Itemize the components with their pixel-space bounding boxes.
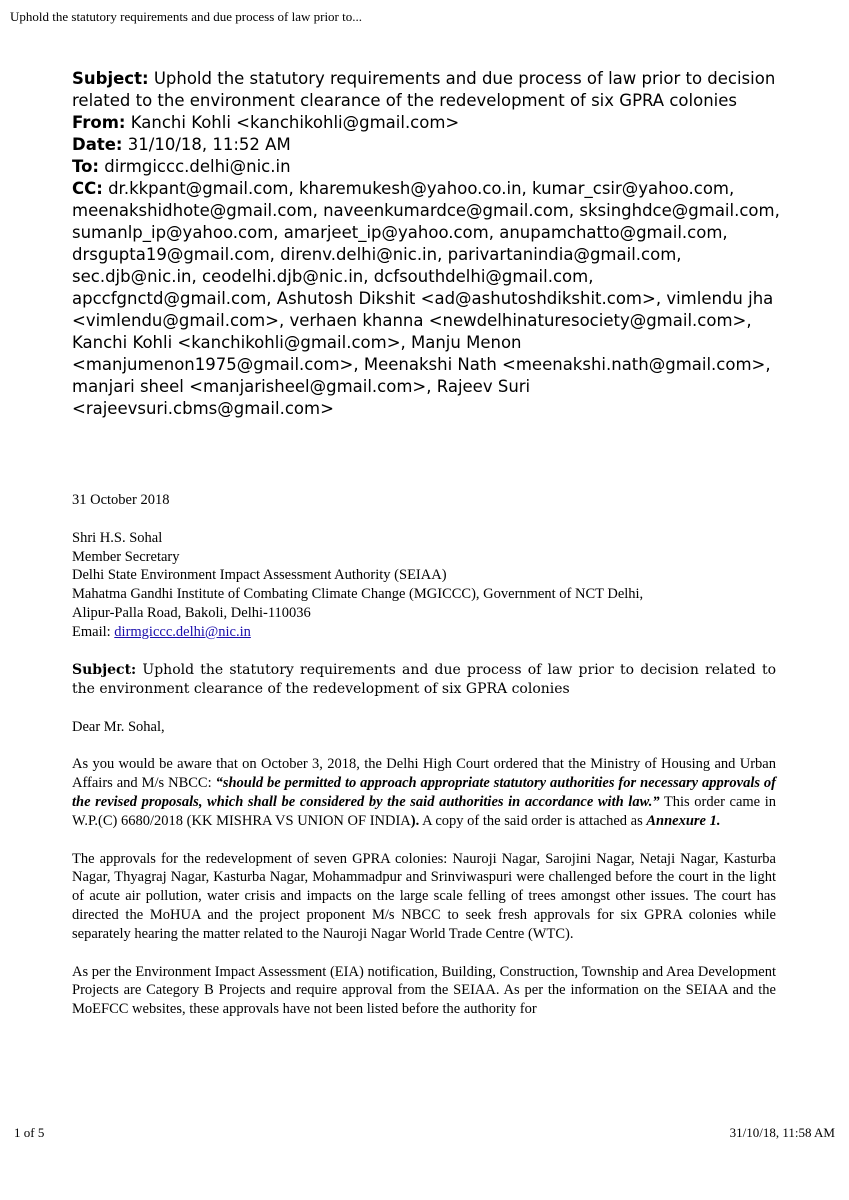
email-header: [72, 68, 787, 420]
email-subject-line: [72, 68, 787, 112]
court-order-quote: “should be permitted to approach appropriate statutory authorities for necessary approvals of the revised proposals, which shall be considered by the said authorities in accordance with law.”: [72, 775, 777, 810]
paragraph-1: [72, 755, 776, 830]
recipient-block: [72, 529, 776, 642]
letter-subject: [72, 661, 776, 699]
email-subject-label: Subject:: [72, 69, 149, 88]
email-from: Kanchi Kohli <kanchikohli@gmail.com>: [130, 113, 460, 132]
letter-subject-text: Uphold the statutory requirements and due process of law prior to decision related to the environment clearance of the redevelopment of six GPRA colonies: [72, 661, 777, 697]
email-to-label: To:: [72, 157, 99, 176]
letter-body: [72, 491, 776, 1019]
salutation: Dear Mr. Sohal,: [72, 718, 165, 735]
email-from-line: [72, 112, 787, 134]
page-number: 1 of 5: [14, 1125, 45, 1140]
paragraph-2: The approvals for the redevelopment of seven GPRA colonies: Nauroji Nagar, Sarojini Nagar, Netaji Nagar, Kasturba Nagar, Thyagraj Nagar, Kasturba Nagar, Mohammadpur and Srinviwaspuri were challenged before the court in the light of acute air pollution, water crisis and impacts on the large scale felling of trees amongst other issues. The court has directed the MoHUA and the project proponent M/s NBCC to seek fresh approvals for six GPRA colonies while separately hearing the matter related to the Nauroji Nagar World Trade Centre (WTC).: [72, 850, 776, 942]
recipient-org: Delhi State Environment Impact Assessment Authority (SEIAA): [72, 567, 447, 584]
recipient-email-label: Email:: [72, 623, 111, 640]
email-to: dirmgiccc.delhi@nic.in: [104, 157, 291, 176]
paragraph-1-intro: As you would be aware that on October 3, 2018, the Delhi High Court ordered that the Ministry of Housing and Urban Affairs and M/s NBCC:: [72, 756, 776, 792]
print-timestamp: 31/10/18, 11:58 AM: [729, 1125, 835, 1140]
recipient-address-1: Mahatma Gandhi Institute of Combating Climate Change (MGICCC), Government of NCT Delhi,: [72, 586, 644, 603]
letter-subject-label: Subject:: [72, 661, 137, 678]
email-from-label: From:: [72, 113, 126, 132]
letter-date: 31 October 2018: [72, 492, 170, 508]
email-cc-label: CC:: [72, 179, 103, 198]
recipient-address-2: Alipur-Palla Road, Bakoli, Delhi-110036: [72, 604, 311, 621]
recipient-email-line: [72, 623, 776, 642]
email-date: 31/10/18, 11:52 AM: [127, 135, 291, 154]
recipient-email-link[interactable]: dirmgiccc.delhi@nic.in: [114, 623, 251, 640]
recipient-name: Shri H.S. Sohal: [72, 529, 163, 546]
email-cc: dr.kkpant@gmail.com, kharemukesh@yahoo.co.in, kumar_csir@yahoo.com, meenakshidhote@gmail.com, naveenkumardce@gmail.com, sksinghdce@gmail.com, sumanlp_ip@yahoo.com, amarjeet_ip@yahoo.com, anupamchatto@gmail.com, drsgupta19@gmail.com, direnv.delhi@nic.in, parivartanindia@gmail.com, sec.djb@nic.in, ceodelhi.djb@nic.in, dcfsouthdelhi@gmail.com, apccfgnctd@gmail.com, Ashutosh Dikshit <ad@ashutoshdikshit.com>, vimlendu jha <vimlendu@gmail.com>, verhaen khanna <newdelhinaturesociety@gmail.com>, Kanchi Kohli <kanchikohli@gmail.com>, Manju Menon <manjumenon1975@gmail.com>, Meenakshi Nath <meenakshi.nath@gmail.com>, manjari sheel <manjarisheel@gmail.com>, Rajeev Suri <rajeevsuri.cbms@gmail.com>: [72, 179, 780, 418]
email-cc-line: [72, 178, 787, 420]
recipient-title: Member Secretary: [72, 548, 180, 565]
paragraph-1-case-close: ).: [410, 812, 420, 829]
annexure-reference: Annexure 1.: [646, 812, 721, 829]
email-date-line: [72, 134, 787, 156]
email-date-label: Date:: [72, 135, 123, 154]
paragraph-1-copy: A copy of the said order is attached as: [422, 812, 643, 829]
email-to-line: [72, 156, 787, 178]
email-subject: Uphold the statutory requirements and due process of law prior to decision related to the environment clearance of the redevelopment of six GPRA colonies: [72, 69, 776, 110]
paragraph-3: As per the Environment Impact Assessment (EIA) notification, Building, Construction, Township and Area Development Projects are Category B Projects and require approval from the SEIAA. As per the information on the SEIAA and the MoEFCC websites, these approvals have not been listed before the authority for: [72, 963, 776, 1018]
print-header-title: Uphold the statutory requirements and due process of law prior to...: [10, 9, 362, 24]
paragraph-1-case: This order came in W.P.(C) 6680/2018 (KK MISHRA VS UNION OF INDIA: [72, 793, 776, 829]
